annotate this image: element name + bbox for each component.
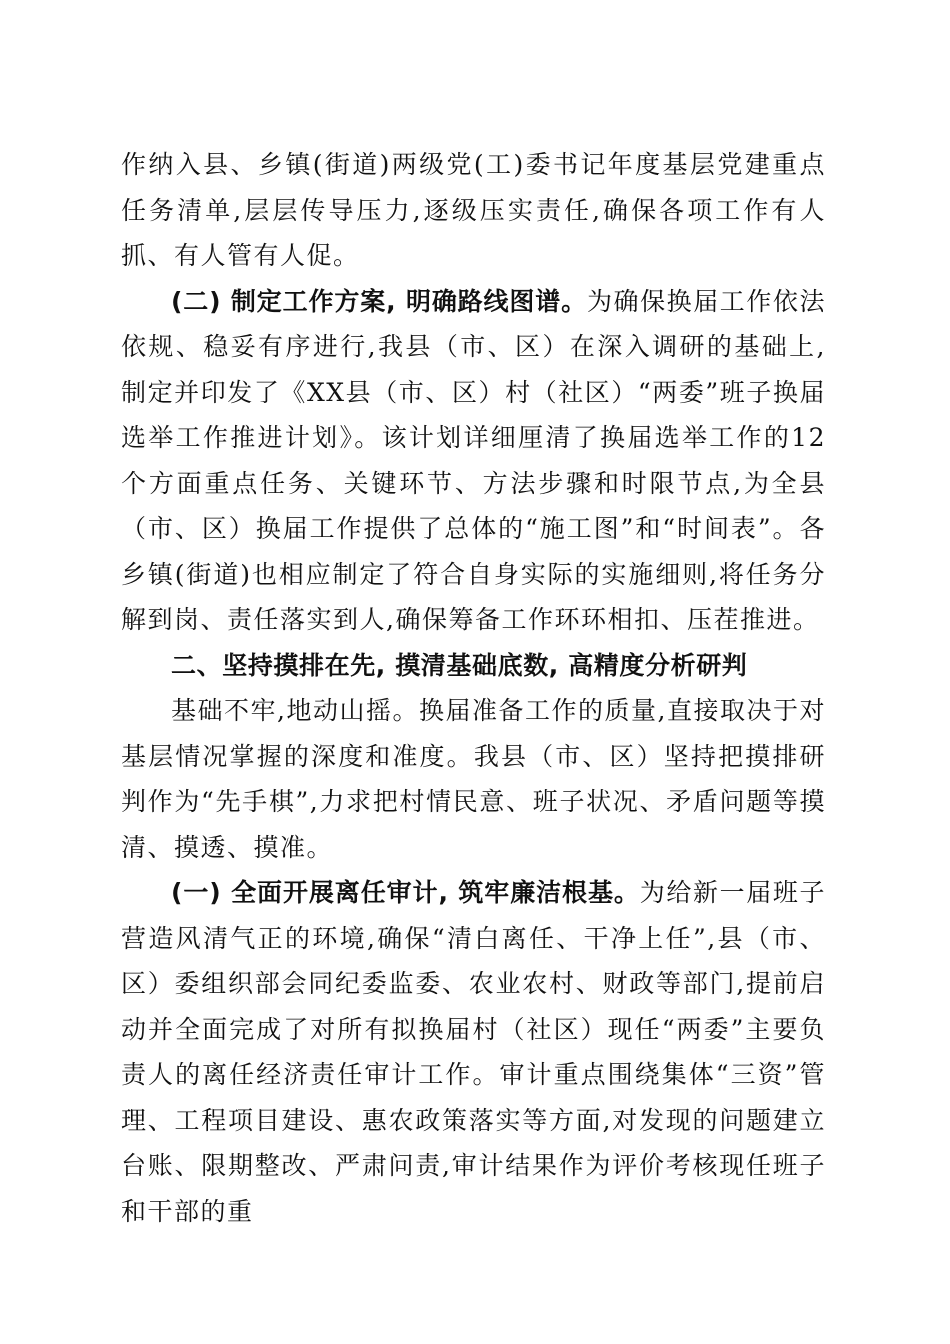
- paragraph-foundation: [121, 688, 826, 870]
- paragraph-audit: [121, 870, 826, 1234]
- paragraph-continuation: [121, 142, 826, 279]
- paragraph-work-plan: [121, 279, 826, 643]
- paragraph-lead: (一) 全面开展离任审计, 筑牢廉洁根基。: [171, 878, 640, 907]
- paragraph-text: 为给新一届班子营造风清气正的环境,确保“清白离任、干净上任”,县（市、区）委组织部会同纪委监委、农业农村、财政等部门,提前启动并全面完成了对所有拟换届村（社区）现任“两委”主要负责人的离任经济责任审计工作。审计重点围绕集体“三资”管理、工程项目建设、惠农政策落实等方面,对发现的问题建立台账、限期整改、严肃问责,审计结果作为评价考核现任班子和干部的重: [121, 878, 826, 1226]
- paragraph-text: 基础不牢,地动山摇。换届准备工作的质量,直接取决于对基层情况掌握的深度和准度。我县（市、区）坚持把摸排研判作为“先手棋”,力求把村情民意、班子状况、矛盾问题等摸清、摸透、摸准。: [121, 696, 826, 862]
- document-body: [121, 142, 826, 1234]
- paragraph-lead: (二) 制定工作方案, 明确路线图谱。: [171, 286, 587, 316]
- paragraph-text: 为确保换届工作依法依规、稳妥有序进行,我县（市、区）在深入调研的基础上,制定并印发了《XX县（市、区）村（社区）“两委”班子换届选举工作推进计划》。该计划详细厘清了换届选举工作的12个方面重点任务、关键环节、方法步骤和时限节点,为全县（市、区）换届工作提供了总体的“施工图”和“时间表”。各乡镇(街道)也相应制定了符合自身实际的实施细则,将任务分解到岗、责任落实到人,确保筹备工作环环相扣、压茬推进。: [121, 286, 826, 634]
- paragraph-text: 作纳入县、乡镇(街道)两级党(工)委书记年度基层党建重点任务清单,层层传导压力,逐级压实责任,确保各项工作有人抓、有人管有人促。: [121, 150, 826, 270]
- section-heading: 二、坚持摸排在先, 摸清基础底数, 高精度分析研判: [171, 650, 748, 680]
